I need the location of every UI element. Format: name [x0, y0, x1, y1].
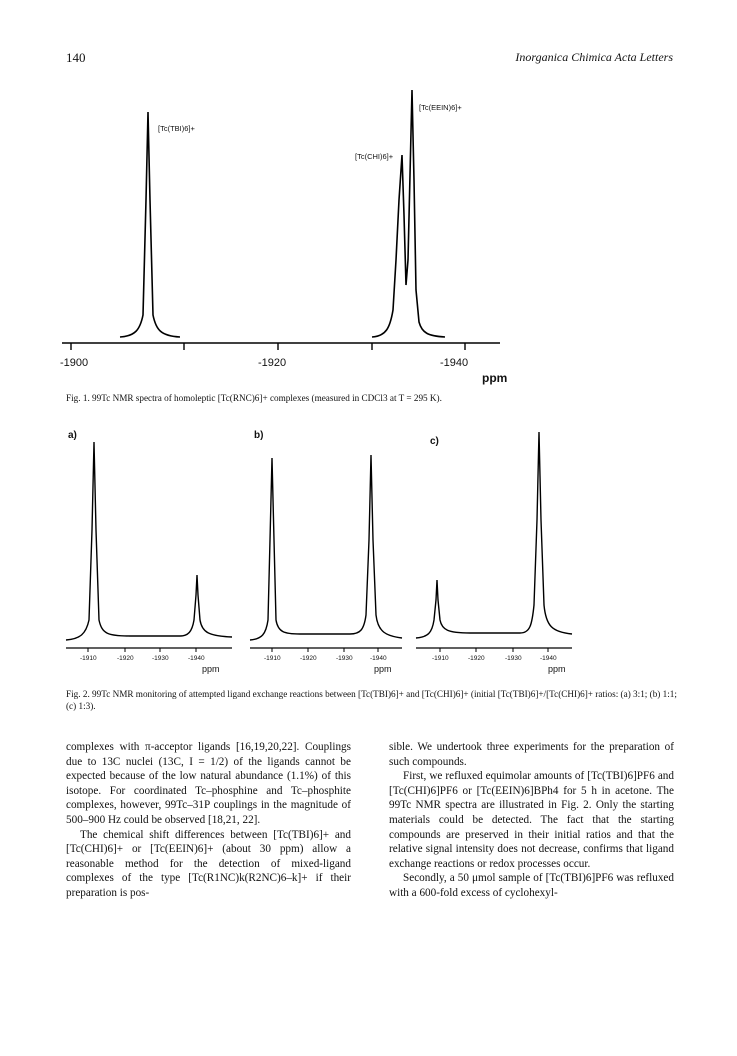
fig2-b-tick: -1930	[336, 655, 353, 662]
left-paragraph: complexes with π-acceptor ligands [16,19,20,22]. Couplings due to 13C nuclei (13C, I = 1/2) of the ligands cannot be expected because of the low natural abundance (1.1%) of this isotope. For coordinated Tc–phosphine and Tc–phosphite complexes, however, 99Tc–31P couplings in the magnitude of 500–900 Hz could be observed [18,21, 22].	[66, 741, 351, 826]
fig2-panel-label-c: c)	[430, 436, 439, 447]
fig2-panel-label-b: b)	[254, 430, 264, 441]
fig2-a-unit: ppm	[202, 664, 220, 674]
fig2-b-unit: ppm	[374, 664, 392, 674]
fig2-a-tick: -1920	[117, 655, 134, 662]
fig2-c-tick: -1910	[432, 655, 449, 662]
fig2-panel-label-a: a)	[68, 430, 77, 441]
right-paragraph: First, we refluxed equimolar amounts of [Tc(TBI)6]PF6 and [Tc(CHI)6]PF6 or [Tc(EEIN)6]BPh4 for 5 h in acetone. The 99Tc NMR spectra are illustrated in Fig. 2. Only the starting materials could be detected. The fact that the starting compounds are preserved in their initial ratios and that the relative signal intensity does not decrease, confirms that ligand exchange reactions or redox processes occur.	[389, 770, 674, 870]
fig1-spectrum-tbi	[120, 112, 180, 337]
fig2-c-unit: ppm	[548, 664, 566, 674]
fig1-peak-label-eein: [Tc(EEIN)6]+	[419, 103, 462, 112]
fig1-tick-label: -1940	[440, 357, 469, 369]
fig2-spectrum-c	[416, 432, 572, 638]
fig2-spectrum-a	[66, 442, 232, 640]
fig2-a-tick: -1930	[152, 655, 169, 662]
fig2-c-tick: -1940	[540, 655, 557, 662]
right-column	[389, 740, 674, 901]
fig2-a-tick: -1910	[80, 655, 97, 662]
page-number: 140	[66, 50, 86, 65]
fig2-b-tick: -1940	[370, 655, 387, 662]
right-paragraph: sible. We undertook three experiments for the preparation of such compounds.	[389, 741, 674, 768]
figure-1-caption: Fig. 1. 99Tc NMR spectra of homoleptic [Tc(RNC)6]+ complexes (measured in CDCl3 at T = 295 K).	[66, 393, 442, 403]
fig1-tick-label: -1900	[60, 357, 89, 369]
right-paragraph: Secondly, a 50 μmol sample of [Tc(TBI)6]PF6 was refluxed with a 600-fold excess of cyclohexyl-	[389, 872, 674, 899]
fig2-b-tick: -1920	[300, 655, 317, 662]
figure-2-caption: Fig. 2. 99Tc NMR monitoring of attempted ligand exchange reactions between [Tc(TBI)6]+ and [Tc(CHI)6]+ (initial [Tc(TBI)6]+/[Tc(CHI)6]+ ratios: (a) 3:1; (b) 1:1; (c) 1:3).	[66, 689, 677, 711]
fig2-a-tick: -1940	[188, 655, 205, 662]
left-column	[66, 740, 351, 901]
fig1-peak-label-chi: [Tc(CHI)6]+	[355, 152, 394, 161]
fig2-b-tick: -1910	[264, 655, 281, 662]
fig1-spectrum-chi-eein	[372, 90, 445, 337]
figure-2	[0, 420, 737, 690]
left-paragraph: The chemical shift differences between [Tc(TBI)6]+ and [Tc(CHI)6]+ or [Tc(EEIN)6]+ (about 30 ppm) allow a reasonable method for the detection of mixed-ligand complexes of the type [Tc(R1NC)k(R2NC)6–k]+ if their preparation is pos-	[66, 828, 351, 899]
fig1-axis-unit: ppm	[482, 371, 508, 385]
fig2-c-tick: -1930	[505, 655, 522, 662]
fig2-spectrum-b	[250, 455, 402, 640]
figure-1	[0, 0, 737, 420]
fig1-tick-label: -1920	[258, 357, 287, 369]
fig2-c-tick: -1920	[468, 655, 485, 662]
fig1-peak-label-tbi: [Tc(TBI)6]+	[158, 124, 195, 133]
journal-title: Inorganica Chimica Acta Letters	[515, 50, 673, 64]
